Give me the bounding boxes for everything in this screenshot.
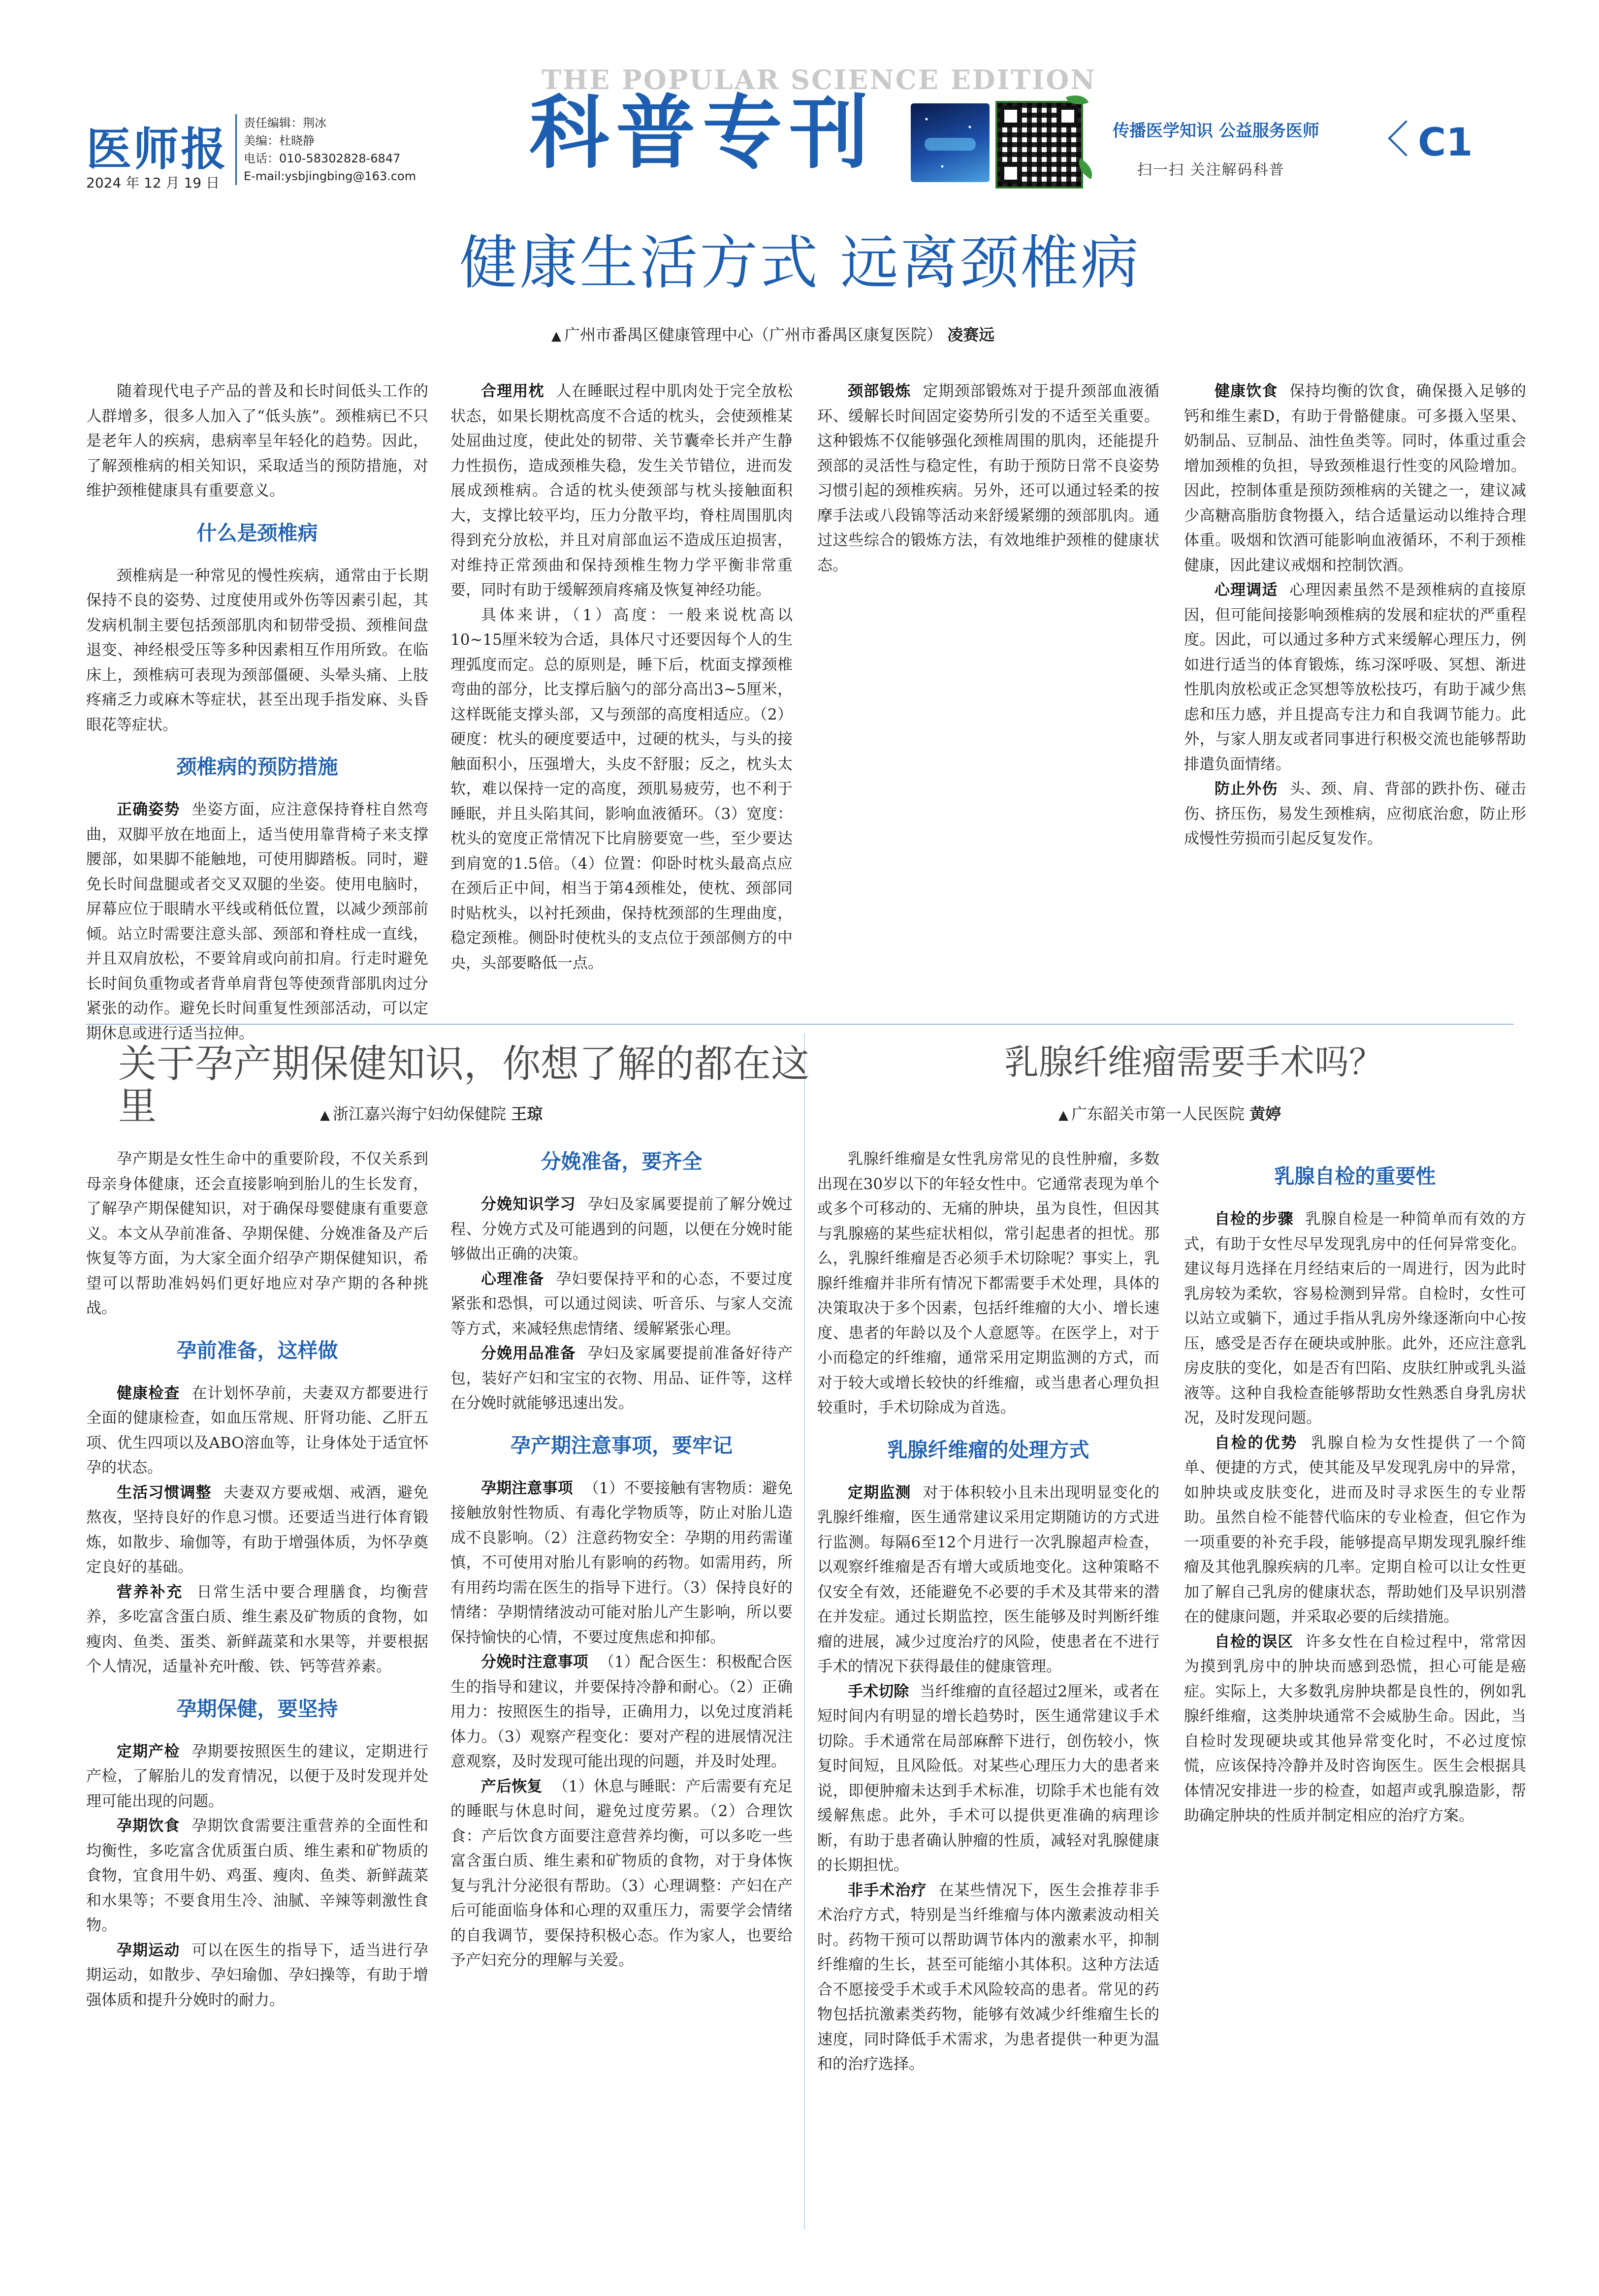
phone: 电话：010-58302828-6847 bbox=[244, 152, 401, 165]
paragraph-text: 在计划怀孕前，夫妻双方都要进行全面的健康检查，如血压常规、肝肾功能、乙肝五项、优生四项以及ABO溶血等，让身体处于适宜怀孕的状态。 bbox=[86, 1384, 428, 1477]
paragraph-text: 心理因素虽然不是颈椎病的直接原因，但可能间接影响颈椎病的发展和症状的严重程度。因此，可以通过多种方式来缓解心理压力，例如进行适当的体育锻炼，练习深呼吸、冥想、渐进性肌肉放松或正念冥想等放松技巧，有助于减少焦虑和压力感，并且提高专注力和自我调节能力。此外，与家人朋友或者同事进行积极交流也能够帮助排遣负面情绪。 bbox=[1184, 581, 1526, 773]
lead-term: 手术切除 bbox=[848, 1682, 909, 1700]
lead-term: 防止外伤 bbox=[1215, 780, 1278, 798]
lead-term: 心理准备 bbox=[481, 1270, 544, 1288]
lead-term: 自检的误区 bbox=[1215, 1633, 1294, 1651]
designer: 美编：杜晓静 bbox=[244, 134, 315, 148]
paragraph bbox=[817, 1679, 1159, 1878]
section-title: 科普专刊 bbox=[529, 87, 876, 180]
paragraph: 随着现代电子产品的普及和长时间低头工作的人群增多，很多人加入了“低头族”。颈椎病已不只是老年人的疾病，患病率呈年轻化的趋势。因此，了解颈椎病的相关知识，采取适当的预防措施，对维护颈椎健康具有重要意义。 bbox=[86, 382, 428, 500]
section-heading: 孕前准备，这样做 bbox=[176, 1338, 338, 1362]
paragraph-text: （1）不要接触有害物质：避免接触放射性物质、有毒化学物质等，防止对胎儿造成不良影响。（2）注意药物安全：孕期的用药需谨慎，不可使用对胎儿有影响的药物。如需用药，所有用药均需在医生的指导下进行。（3）保持良好的情绪：孕期情绪波动可能对胎儿产生影响，所以要保持愉快的心情，不要过度焦虑和抑郁。 bbox=[450, 1479, 793, 1646]
email: E-mail:ysbjingbing@163.com bbox=[244, 169, 416, 183]
paragraph-text: 许多女性在自检过程中，常常因为摸到乳房中的肿块而感到恐慌，担心可能是癌症。实际上，大多数乳房肿块都是良性的，例如乳腺纤维瘤，这类肿块通常不会威胁生命。因此，当自检时发现硬块或其他异常变化时，不必过度惊慌，应该保持冷静并及时咨询医生。医生会根据具体情况安排进一步的检查，如超声或乳腺造影，帮助确定肿块的性质并制定相应的治疗方案。 bbox=[1184, 1633, 1527, 1824]
paragraph-text: 当纤维瘤的直径超过2厘米，或者在短时间内有明显的增长趋势时，医生通常建议手术切除。手术通常在局部麻醉下进行，创伤较小，恢复时间短，且风险低。对某些心理压力大的患者来说，即便肿瘤未达到手术标准，切除手术也能有效缓解焦虑。此外，手术可以提供更准确的病理诊断，有助于患者确认肿瘤的性质，减轻对乳腺健康的长期担忧。 bbox=[817, 1682, 1159, 1874]
triangle-icon: ▲ bbox=[320, 1108, 330, 1123]
lead-term: 合理用枕 bbox=[481, 382, 544, 400]
issue-date: 2024 年 12 月 19 日 bbox=[86, 175, 220, 191]
lead-term: 正确姿势 bbox=[117, 801, 180, 818]
paragraph-text: 孕妇及家属要提前准备好待产包，装好产妇和宝宝的衣物、用品、证件等，这样在分娩时就能够迅速出发。 bbox=[450, 1345, 793, 1412]
editor: 责任编辑：荆冰 bbox=[244, 116, 326, 130]
lead-term: 分娩时注意事项 bbox=[481, 1653, 588, 1671]
editor-info bbox=[235, 114, 416, 185]
paragraph-text: 保持均衡的饮食，确保摄入足够的钙和维生素D，有助于骨骼健康。可多摄入坚果、奶制品、豆制品、油性鱼类等。同时，体重过重会增加颈椎的负担，导致颈椎退行性变的风险增加。因此，控制体重是预防颈椎病的关键之一，建议减少高糖高脂肪食物摄入，结合适量运动以维持合理体重。吸烟和饮酒可能影响血液循环，不利于颈椎健康，因此建议戒烟和控制饮酒。 bbox=[1184, 382, 1526, 574]
paragraph bbox=[817, 1878, 1159, 2077]
lead-term: 孕期注意事项 bbox=[481, 1479, 573, 1497]
lead-term: 健康检查 bbox=[117, 1384, 180, 1402]
paragraph bbox=[1184, 1431, 1526, 1630]
promo-image bbox=[911, 103, 990, 182]
lead-term: 产后恢复 bbox=[481, 1777, 543, 1795]
paragraph bbox=[86, 1938, 428, 2013]
edition-english-title: THE POPULAR SCIENCE EDITION bbox=[542, 64, 1096, 95]
section-heading: 孕产期注意事项，要牢记 bbox=[511, 1433, 733, 1457]
paragraph-text: 乳腺自检为女性提供了一个简单、便捷的方式，使其能及早发现乳房中的异常，如肿块或皮肤变化，进而及时寻求医生的专业帮助。虽然自检不能替代临床的专业检查，但它作为一项重要的补充手段，能够提高早期发现乳腺纤维瘤及其他乳腺疾病的几率。定期自检可以让女性更加了解自己乳房的健康状态，帮助她们及早识别潜在的健康问题，并采取必要的后续措施。 bbox=[1184, 1434, 1527, 1626]
section-heading: 乳腺纤维瘤的处理方式 bbox=[887, 1438, 1089, 1462]
article3-byline bbox=[1058, 1101, 1281, 1124]
paragraph bbox=[86, 797, 428, 1046]
page-number: C1 bbox=[1418, 121, 1473, 165]
paragraph bbox=[1184, 578, 1526, 777]
article1-byline bbox=[551, 322, 994, 345]
article1-column bbox=[450, 379, 793, 975]
paragraph-text: 头、颈、肩、背部的跌扑伤、碰击伤、挤压伤，易发生颈椎病，应彻底治愈，防止形成慢性劳损而引起反复发作。 bbox=[1184, 780, 1526, 848]
paragraph bbox=[817, 1480, 1159, 1679]
article3-title: 乳腺纤维瘤需要手术吗？ bbox=[1004, 1042, 1383, 1082]
section-heading: 分娩准备，要齐全 bbox=[541, 1150, 703, 1173]
section-heading: 什么是颈椎病 bbox=[196, 521, 318, 545]
paragraph bbox=[1184, 777, 1526, 851]
lead-term: 分娩知识学习 bbox=[481, 1195, 576, 1213]
section-heading: 乳腺自检的重要性 bbox=[1274, 1164, 1436, 1188]
paragraph-text: 对于体积较小且未出现明显变化的乳腺纤维瘤，医生通常建议采用定期随访的方式进行监测。每隔6至12个月进行一次乳腺超声检查，以观察纤维瘤是否有增大或质地变化。这种策略不仅安全有效，还能避免不必要的手术及其带来的潜在并发症。通过长期监控，医生能够及时判断纤维瘤的进展，减少过度治疗的风险，使患者在不进行手术的情况下获得最佳的健康管理。 bbox=[817, 1483, 1159, 1675]
paragraph-text: 日常生活中要合理膳食，均衡营养，多吃富含蛋白质、维生素及矿物质的食物，如瘦肉、鱼类、蛋类、新鲜蔬菜和水果等，并要根据个人情况，适量补充叶酸、铁、钙等营养素。 bbox=[86, 1583, 429, 1675]
qr-code-icon bbox=[995, 101, 1083, 189]
paragraph bbox=[86, 1739, 428, 1814]
paragraph bbox=[450, 1267, 793, 1342]
masthead bbox=[0, 0, 1599, 207]
byline-org: 广东韶关市第一人民医院 bbox=[1071, 1104, 1245, 1123]
paragraph bbox=[450, 1192, 793, 1267]
article2-column bbox=[86, 1147, 428, 2013]
column-divider bbox=[804, 1034, 805, 2230]
lead-term: 营养补充 bbox=[117, 1583, 184, 1601]
article1-column bbox=[1184, 379, 1526, 851]
paragraph-text: 孕期要按照医生的建议，定期进行产检，了解胎儿的发育情况，以便于及时发现并处理可能出现的问题。 bbox=[86, 1742, 428, 1810]
triangle-icon: ▲ bbox=[551, 329, 561, 344]
lead-term: 心理调适 bbox=[1215, 581, 1278, 599]
paragraph-text: 在某些情况下，医生会推荐非手术治疗方式，特别是当纤维瘤与体内激素波动相关时。药物干预可以帮助调节体内的激素水平，抑制纤维瘤的生长，甚至可能缩小其体积。这种方法适合不愿接受手术或手术风险较高的患者。常见的药物包括抗激素类药物，能够有效减少纤维瘤生长的速度，同时降低手术需求，为患者提供一种更为温和的治疗选择。 bbox=[817, 1881, 1160, 2073]
byline-org: 浙江嘉兴海宁妇幼保健院 bbox=[333, 1104, 507, 1123]
paragraph bbox=[450, 1341, 793, 1416]
byline-org: 广州市番禺区健康管理中心（广州市番禺区康复医院） bbox=[564, 325, 943, 344]
article1-column bbox=[86, 379, 428, 1046]
article2-title: 关于孕产期保健知识，你想了解的都在这里 bbox=[118, 1042, 810, 1129]
paragraph-text: 孕妇要保持平和的心态，不要过度紧张和恐惧，可以通过阅读、听音乐、与家人交流等方式，来减轻焦虑情绪、缓解紧张心理。 bbox=[450, 1270, 793, 1338]
article3-column bbox=[817, 1147, 1159, 2077]
lead-term: 孕期饮食 bbox=[117, 1817, 180, 1835]
paragraph bbox=[1184, 1630, 1526, 1828]
byline-author: 凌赛远 bbox=[947, 325, 995, 344]
lead-term: 分娩用品准备 bbox=[481, 1345, 576, 1362]
lead-term: 自检的步骤 bbox=[1215, 1210, 1294, 1228]
lead-term: 定期产检 bbox=[117, 1742, 180, 1761]
paragraph: 孕产期是女性生命中的重要阶段，不仅关系到母亲身体健康，还会直接影响到胎儿的生长发育，了解孕产期保健知识，对于确保母婴健康有重要意义。本文从孕前准备、孕期保健、分娩准备及产后恢复等方面，为大家全面介绍孕产期保健知识，希望可以帮助准妈妈们更好地应对孕产期的各种挑战。 bbox=[86, 1150, 428, 1317]
paragraph bbox=[86, 1580, 428, 1679]
article2-byline bbox=[320, 1101, 543, 1124]
paragraph: 颈椎病是一种常见的慢性疾病，通常由于长期保持不良的姿势、过度使用或外伤等因素引起，其发病机制主要包括颈部肌肉和韧带受损、颈椎间盘退变、神经根受压等多种因素相互作用所致。在临床上，颈椎病可表现为颈部僵硬、头晕头痛、上肢疼痛乏力或麻木等症状，甚至出现手指发麻、头昏眼花等症状。 bbox=[86, 566, 428, 734]
lead-term: 自检的优势 bbox=[1215, 1434, 1298, 1452]
section-heading: 颈椎病的预防措施 bbox=[176, 755, 338, 779]
lead-term: 颈部锻炼 bbox=[848, 382, 911, 400]
paragraph-text: 乳腺自检是一种简单而有效的方式，有助于女性尽早发现乳房中的任何异常变化。建议每月选择在月经结束后的一周进行，因为此时乳房较为柔软，容易检测到异常。自检时，女性可以站立或躺下，通过手指从乳房外缘逐渐向中心按压，感受是否存在硬块或肿胀。此外，还应注意乳房皮肤的变化，如是否有凹陷、皮肤红肿或乳头溢液等。这种自我检查能够帮助女性熟悉自身乳房状况，及时发现问题。 bbox=[1184, 1210, 1527, 1427]
paper-logo: 医师报 bbox=[86, 123, 228, 176]
lead-term: 孕期运动 bbox=[117, 1941, 180, 1959]
paragraph: 乳腺纤维瘤是女性乳房常见的良性肿瘤，多数出现在30岁以下的年轻女性中。它通常表现为单个或多个可移动的、无痛的肿块，虽为良性，但因其与乳腺癌的某些症状相似，常引起患者的担忧。那么，乳腺纤维瘤是否必须手术切除呢？事实上，乳腺纤维瘤并非所有情况下都需要手术处理，具体的决策取决于多个因素，包括纤维瘤的大小、增长速度、患者的年龄以及个人意愿等。在医学上，对于小而稳定的纤维瘤，通常采用定期监测的方式，而对于较大或增长较快的纤维瘤，或当患者心理负担较重时，手术切除成为首选。 bbox=[817, 1150, 1159, 1416]
paragraph-text: （1）配合医生：积极配合医生的指导和建议，并要保持冷静和耐心。（2）正确用力：按照医生的指导，正确用力，以免过度消耗体力。（3）观察产程变化：要对产程的进展情况注意观察，及时发现可能出现的问题，并及时处理。 bbox=[450, 1653, 793, 1770]
paragraph-text: 孕妇及家属要提前了解分娩过程、分娩方式及可能遇到的问题，以便在分娩时能够做出正确的决策。 bbox=[450, 1195, 793, 1263]
lead-term: 非手术治疗 bbox=[848, 1881, 927, 1899]
paragraph bbox=[1184, 379, 1526, 578]
lead-term: 健康饮食 bbox=[1215, 382, 1278, 400]
paragraph bbox=[86, 1381, 428, 1480]
paragraph bbox=[1184, 1207, 1526, 1431]
scan-prompt: 扫一扫 关注解码科普 bbox=[1137, 161, 1285, 179]
paragraph: 具体来讲，（1）高度：一般来说枕高以10~15厘米较为合适，具体尺寸还要因每个人的生理弧度而定。总的原则是，睡下后，枕面支撑颈椎弯曲的部分，比支撑后脑勺的部分高出3~5厘米，这样既能支撑头部，又与颈部的高度相适应。（2）硬度：枕头的硬度要适中，过硬的枕头，与头的接触面积小，压强增大，头皮不舒服；反之，枕头太软，难以保持一定的高度，颈肌易疲劳，也不利于睡眠，并且头陷其间，影响血液循环。（3）宽度：枕头的宽度正常情况下比肩膀要宽一些，至少要达到肩宽的1.5倍。（4）位置：仰卧时枕头最高点应在颈后正中间，相当于第4颈椎处，使枕、颈部同时贴枕头，以衬托颈曲，保持枕颈部的生理曲度，稳定颈椎。侧卧时使枕头的支点位于颈部侧方的中央，头部要略低一点。 bbox=[450, 606, 793, 972]
paragraph bbox=[450, 1476, 793, 1650]
paragraph bbox=[86, 1480, 428, 1580]
article2-column bbox=[450, 1132, 793, 1973]
section-divider bbox=[86, 1024, 1514, 1025]
triangle-icon: ▲ bbox=[1058, 1108, 1068, 1123]
paragraph bbox=[450, 379, 793, 603]
section-heading: 孕期保健，要坚持 bbox=[176, 1697, 338, 1721]
lead-term: 生活习惯调整 bbox=[117, 1483, 212, 1502]
article1-title: 健康生活方式 远离颈椎病 bbox=[459, 229, 1141, 297]
article1-column bbox=[817, 379, 1159, 578]
paragraph-text: 坐姿方面，应注意保持脊柱自然弯曲，双脚平放在地面上，适当使用靠背椅子来支撑腰部，如果脚不能触地，可使用脚踏板。同时，避免长时间盘腿或者交叉双腿的坐姿。使用电脑时，屏幕应位于眼睛水平线或稍低位置，以减少颈部前倾。站立时需要注意头部、颈部和脊柱成一直线，并且双肩放松，不要耸肩或向前扣肩。行走时避免长时间负重物或者背单肩背包等使颈背部肌肉过分紧张的动作。避免长时间重复性颈部活动，可以定期休息或进行适当拉伸。 bbox=[86, 801, 428, 1042]
paragraph-text: 人在睡眠过程中肌肉处于完全放松状态，如果长期枕高度不合适的枕头，会使颈椎某处屈曲过度，使此处的韧带、关节囊牵长并产生静力性损伤，造成颈椎失稳，发生关节错位，进而发展成颈椎病。合适的枕头使颈部与枕头接触面积大，支撑比较平均，压力分散平均，脊柱周围肌肉得到充分放松，并且对肩部血运不造成压迫损害，对维持正常颈曲和保持颈椎生物力学平衡非常重要，同时有助于缓解颈肩疼痛及恢复神经功能。 bbox=[450, 382, 793, 599]
byline-author: 黄婷 bbox=[1249, 1104, 1281, 1123]
paragraph-text: 孕期饮食需要注重营养的全面性和均衡性，多吃富含优质蛋白质、维生素和矿物质的食物，宜食用牛奶、鸡蛋、瘦肉、鱼类、新鲜蔬菜和水果等；不要食用生冷、油腻、辛辣等刺激性食物。 bbox=[86, 1817, 428, 1934]
paragraph-text: 定期颈部锻炼对于提升颈部血液循环、缓解长时间固定姿势所引发的不适至关重要。这种锻炼不仅能够强化颈椎周围的肌肉，还能提升颈部的灵活性与稳定性，有助于预防日常不良姿势习惯引起的颈椎疾病。另外，还可以通过轻柔的按摩手法或八段锦等活动来舒缓紧绷的颈部肌肉。通过这些综合的锻炼方法，有效地维护颈椎的健康状态。 bbox=[817, 382, 1159, 574]
paragraph-text: 夫妻双方要戒烟、戒酒，避免熬夜，坚持良好的作息习惯。还要适当进行体育锻炼，如散步、瑜伽等，有助于增强体质，为怀孕奠定良好的基础。 bbox=[86, 1483, 429, 1576]
paragraph-text: 可以在医生的指导下，适当进行孕期运动，如散步、孕妇瑜伽、孕妇操等，有助于增强体质和提升分娩时的耐力。 bbox=[86, 1941, 428, 2009]
paragraph-text: （1）休息与睡眠：产后需要有充足的睡眠与休息时间，避免过度劳累。（2）合理饮食：产后饮食方面要注意营养均衡，可以多吃一些富含蛋白质、维生素和矿物质的食物，对于身体恢复与乳汁分泌很有帮助。（3）心理调整：产妇在产后可能面临身体和心理的双重压力，需要学会情绪的自我调节，要保持积极心态。作为家人，也要给予产妇充分的理解与关爱。 bbox=[450, 1777, 793, 1969]
article3-column bbox=[1184, 1147, 1526, 1828]
slogan: 传播医学知识 公益服务医师 bbox=[1113, 121, 1319, 141]
byline-author: 王琼 bbox=[511, 1104, 543, 1123]
lead-term: 定期监测 bbox=[848, 1483, 911, 1502]
paragraph bbox=[86, 1814, 428, 1938]
paragraph bbox=[817, 379, 1159, 578]
paragraph bbox=[450, 1650, 793, 1774]
paragraph bbox=[450, 1774, 793, 1973]
